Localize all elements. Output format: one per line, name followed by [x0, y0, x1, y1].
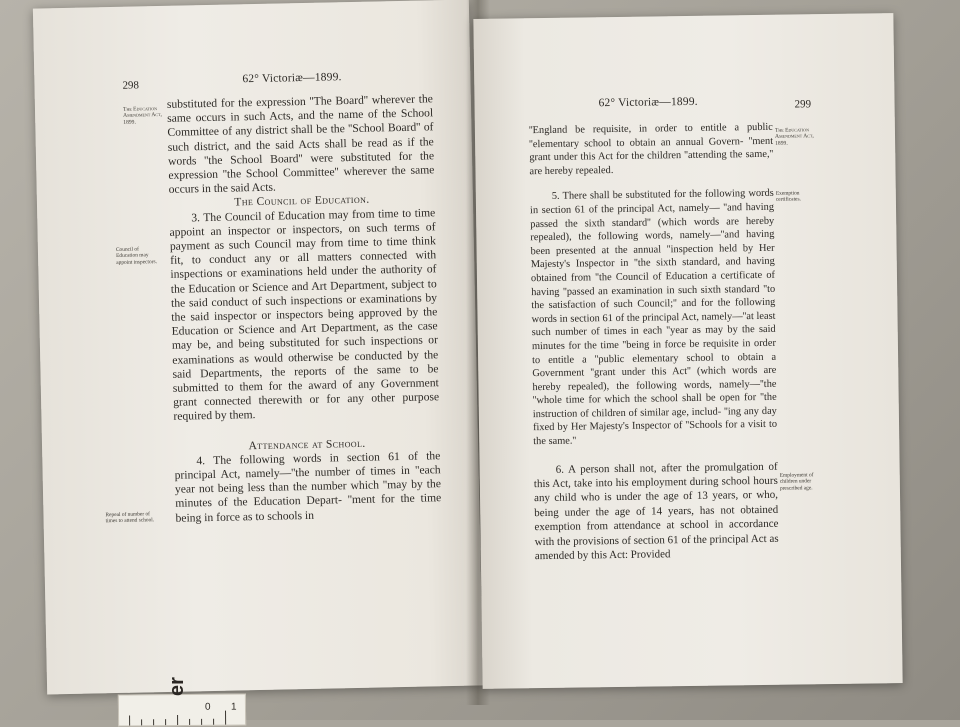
left-body	[167, 92, 442, 525]
left-page	[33, 0, 483, 694]
ruler-sideways-text: er	[166, 677, 188, 696]
sidenote-act-right: The Education Amendment Act, 1899.	[774, 127, 814, 147]
ruler	[118, 693, 246, 726]
paragraph-5: 5. There shall be substituted for the following words in section 61 of the principal Act, namely— ''and having passed the sixth standard'' (which words are hereby repealed), the following words, namely—''and having been presented at the annual ''inspection held by Her Majesty's Inspector in ''the sixth standard, and having obtained from ''the Council of Education a certificate of having ''passed an examination in such sixth standard ''to the satisfaction of such Council;'' and for the following words in section 61 of the principal Act, namely—''at least such number of times in each ''year as may by the said minutes for the time ''being in force be requisite in order to entitle a ''public elementary school to obtain a Government ''grant under this Act'' (which words are hereby repealed), the following words, namely—''the ''whole time for which the school shall be open for ''the instruction of children of similar age, includ- ''ing any day fixed by Her Majesty's Inspector of ''Schools for a visit to the same.''	[529, 188, 778, 448]
heading-attendance: Attendance at School.	[248, 437, 366, 452]
ruler-mark-label: 0	[204, 701, 211, 713]
paragraph-3: 3. The Council of Education may from time to time appoint an inspector or inspectors, on such terms of payment as such Council may from time to time think fit, to conduct any or all matters connected with inspections or examinations held under the authority of the Education or Science and Art Department, subject to the said conduct of such inspections or examinations by the said inspector or inspectors being approved by the Education or Science and Art Department, as the case may be, and being substituted for such inspections or examinations as would otherwise be conducted by the said Departments, the reports of the same to be submitted to them for the award of any Government grant connected therewith or for any other purpose required by them.	[169, 205, 440, 424]
sidenote-employment: Employment of children under prescribed age.	[779, 472, 814, 492]
right-body	[529, 121, 779, 564]
running-head-right: 62° Victoriæ—1899.	[598, 95, 698, 110]
sidenote-repeal: Repeal of number of times to attend school.	[105, 511, 155, 525]
ruler-mark-label-right: 1	[230, 701, 237, 713]
paragraph-top-right: ''England be requisite, in order to entitle a public ''elementary school to obtain an annual Govern- ''ment grant under this Act for the children ''attending the same,'' are hereby repealed.	[528, 121, 774, 177]
paragraph-top-left: substituted for the expression ''The Board'' wherever the same occurs in such Acts, and the name of the School Committee of any district shall be the ''School Board'' of such district, and the said Acts shall be read as if the words ''the School Board'' were substituted for the expression ''the School Committee'' wherever the same occurs in the said Acts.	[166, 92, 435, 197]
sidenote-exemption: Exemption certificates.	[775, 190, 801, 204]
sidenote-council: Council of Education may appoint inspectors.	[115, 246, 157, 266]
page-number-right: 299	[794, 98, 812, 111]
paragraph-4: 4. The following words in section 61 of the principal Act, namely—''the number of times in ''each year not being less than the number which ''may by the minutes of the Education Depart- ''ment for the time being in force as to schools in	[174, 449, 442, 525]
page-number-left: 298	[122, 79, 140, 92]
paragraph-6: 6. A person shall not, after the promulgation of this Act, take into his employment during school hours any child who is under the age of 13 years, or who, being under the age of 14 years, has not obtained exemption from attendance at school in accordance with the provisions of section 61 of the principal Act as amended by this Act: Provided	[533, 460, 779, 563]
sidenote-act-left: The Education Amendment Act, 1899.	[122, 106, 162, 126]
running-head-left: 62° Victoriæ—1899.	[242, 71, 342, 86]
right-page	[473, 13, 902, 689]
heading-council: The Council of Education.	[234, 194, 370, 209]
